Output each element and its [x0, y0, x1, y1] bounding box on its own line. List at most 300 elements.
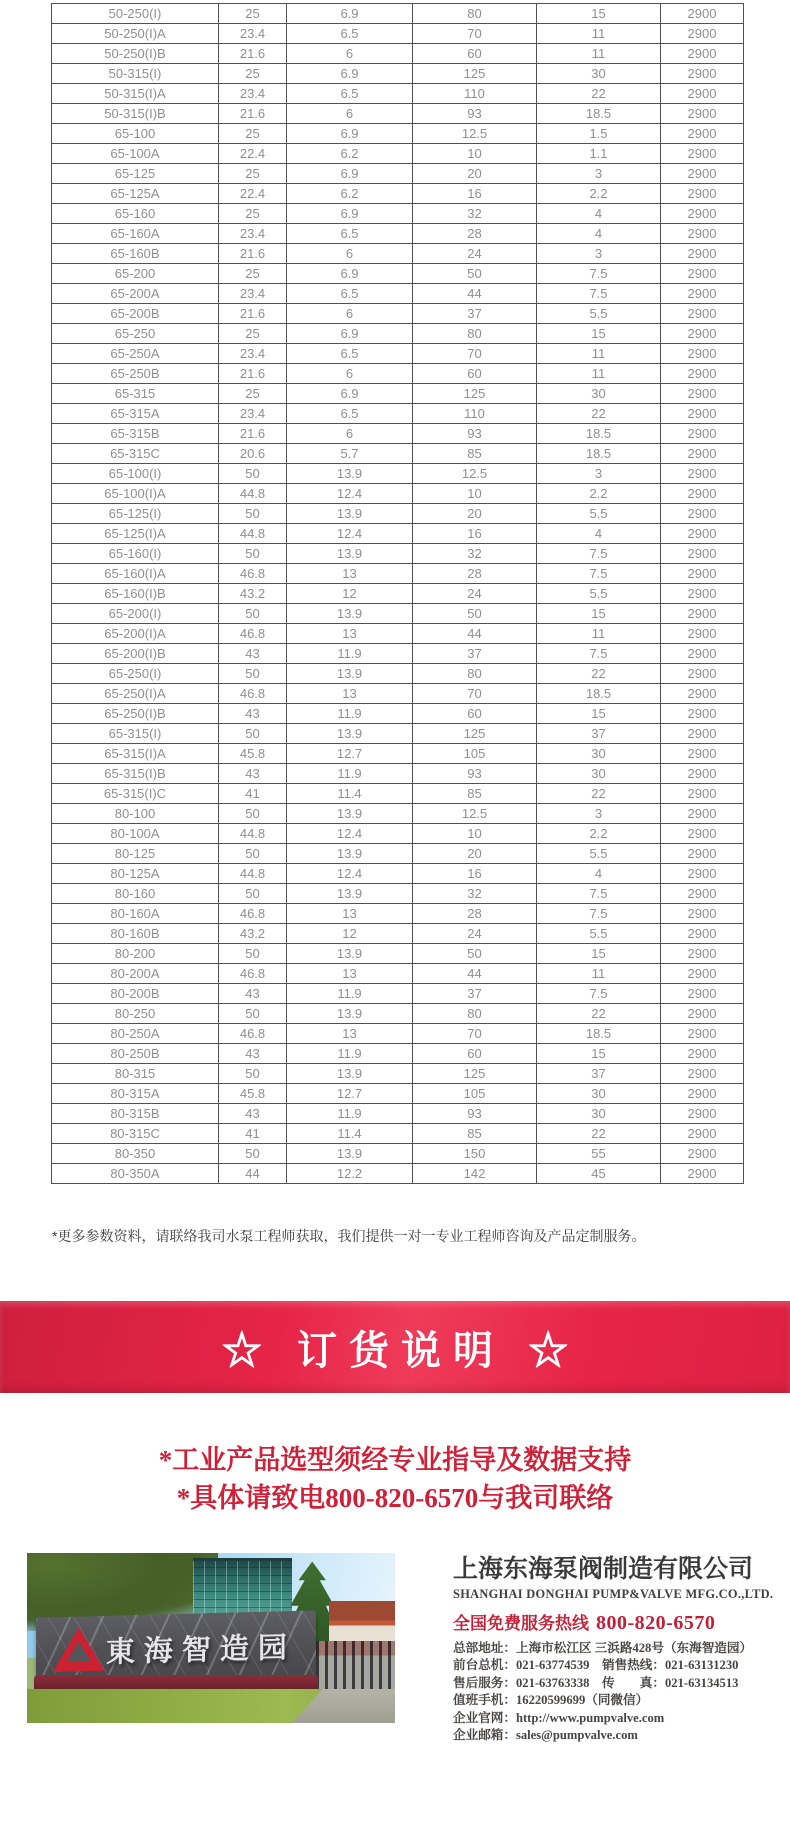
table-cell: 80-160B [52, 924, 219, 944]
table-cell: 28 [413, 904, 537, 924]
table-cell: 80 [413, 324, 537, 344]
table-cell: 37 [537, 1064, 661, 1084]
table-cell: 65-315(I)B [52, 764, 219, 784]
table-cell: 13 [287, 1024, 413, 1044]
table-cell: 65-100A [52, 144, 219, 164]
table-cell: 20.6 [219, 444, 287, 464]
table-cell: 16 [413, 184, 537, 204]
table-cell: 12.7 [287, 1084, 413, 1104]
table-row [52, 824, 744, 844]
table-cell: 37 [413, 304, 537, 324]
contact-line: 企业官网：http://www.pumpvalve.com [453, 1710, 665, 1725]
table-cell: 25 [219, 164, 287, 184]
table-cell: 2900 [661, 784, 744, 804]
pump-spec-table-body [52, 4, 744, 1184]
notice-line-1: *工业产品选型须经专业指导及数据支持 [158, 1445, 632, 1475]
table-cell: 80-125A [52, 864, 219, 884]
table-cell: 13.9 [287, 1004, 413, 1024]
table-cell: 11.9 [287, 1104, 413, 1124]
table-cell: 55 [537, 1144, 661, 1164]
table-cell: 105 [413, 1084, 537, 1104]
table-cell: 65-200(I)A [52, 624, 219, 644]
table-cell: 25 [219, 264, 287, 284]
table-row [52, 944, 744, 964]
table-cell: 80-100A [52, 824, 219, 844]
table-cell: 50 [219, 544, 287, 564]
table-cell: 6.5 [287, 224, 413, 244]
table-cell: 45.8 [219, 744, 287, 764]
table-row [52, 524, 744, 544]
table-cell: 5.5 [537, 504, 661, 524]
table-cell: 6.5 [287, 404, 413, 424]
table-cell: 1.1 [537, 144, 661, 164]
table-row [52, 744, 744, 764]
table-cell: 2900 [661, 264, 744, 284]
table-cell: 125 [413, 1064, 537, 1084]
order-banner-title: ☆ 订货说明 ☆ [221, 1328, 581, 1373]
table-cell: 12.5 [413, 804, 537, 824]
table-cell: 15 [537, 1044, 661, 1064]
table-cell: 50 [219, 884, 287, 904]
table-cell: 32 [413, 544, 537, 564]
table-cell: 65-160 [52, 204, 219, 224]
table-cell: 50 [219, 1004, 287, 1024]
table-cell: 65-160(I)B [52, 584, 219, 604]
table-cell: 2900 [661, 164, 744, 184]
table-cell: 11 [537, 624, 661, 644]
table-cell: 2900 [661, 724, 744, 744]
table-cell: 60 [413, 704, 537, 724]
table-cell: 7.5 [537, 884, 661, 904]
table-cell: 65-125(I)A [52, 524, 219, 544]
table-cell: 6 [287, 424, 413, 444]
table-cell: 44 [413, 284, 537, 304]
table-cell: 4 [537, 524, 661, 544]
table-cell: 2900 [661, 504, 744, 524]
table-cell: 6.2 [287, 144, 413, 164]
table-cell: 80-315B [52, 1104, 219, 1124]
table-cell: 2900 [661, 444, 744, 464]
table-cell: 2900 [661, 104, 744, 124]
table-row [52, 184, 744, 204]
table-cell: 50 [413, 944, 537, 964]
table-cell: 3 [537, 804, 661, 824]
table-cell: 65-315(I)A [52, 744, 219, 764]
table-row [52, 704, 744, 724]
table-cell: 22 [537, 1004, 661, 1024]
table-cell: 44.8 [219, 524, 287, 544]
table-cell: 65-250(I)B [52, 704, 219, 724]
table-cell: 37 [413, 984, 537, 1004]
table-cell: 44.8 [219, 484, 287, 504]
table-cell: 65-315 [52, 384, 219, 404]
contact-line: 总部地址：上海市松江区 三浜路428号（东海智造园） [453, 1641, 753, 1655]
table-cell: 18.5 [537, 684, 661, 704]
table-row [52, 584, 744, 604]
table-cell: 13 [287, 624, 413, 644]
table-cell: 23.4 [219, 24, 287, 44]
table-cell: 2900 [661, 1044, 744, 1064]
table-cell: 60 [413, 1044, 537, 1064]
table-cell: 70 [413, 344, 537, 364]
table-cell: 65-250(I) [52, 664, 219, 684]
table-cell: 65-160A [52, 224, 219, 244]
table-cell: 2900 [661, 764, 744, 784]
table-cell: 13.9 [287, 464, 413, 484]
table-cell: 25 [219, 384, 287, 404]
table-cell: 21.6 [219, 244, 287, 264]
table-cell: 22 [537, 84, 661, 104]
table-cell: 2900 [661, 864, 744, 884]
table-cell: 12.2 [287, 1164, 413, 1184]
table-cell: 50-250(I) [52, 4, 219, 24]
table-cell: 13.9 [287, 944, 413, 964]
table-cell: 50-315(I)A [52, 84, 219, 104]
table-cell: 65-100(I) [52, 464, 219, 484]
table-cell: 13.9 [287, 544, 413, 564]
pump-spec-table [51, 3, 744, 1184]
table-cell: 46.8 [219, 1024, 287, 1044]
table-cell: 65-250 [52, 324, 219, 344]
table-row [52, 144, 744, 164]
table-cell: 2900 [661, 384, 744, 404]
table-cell: 6 [287, 364, 413, 384]
table-cell: 2900 [661, 324, 744, 344]
table-cell: 18.5 [537, 424, 661, 444]
table-cell: 22 [537, 784, 661, 804]
park-sign-text: 東海智造园 [106, 1631, 297, 1669]
table-cell: 1.5 [537, 124, 661, 144]
table-cell: 43 [219, 764, 287, 784]
table-cell: 65-200 [52, 264, 219, 284]
contact-line: 售后服务：021-63763338 传 真：021-63134513 [453, 1675, 739, 1690]
table-row [52, 164, 744, 184]
table-cell: 2900 [661, 884, 744, 904]
table-row [52, 544, 744, 564]
table-cell: 110 [413, 404, 537, 424]
table-cell: 13 [287, 564, 413, 584]
table-cell: 2900 [661, 964, 744, 984]
table-cell: 32 [413, 884, 537, 904]
table-cell: 65-315B [52, 424, 219, 444]
table-cell: 3 [537, 164, 661, 184]
table-row [52, 1124, 744, 1144]
table-cell: 2900 [661, 564, 744, 584]
table-row [52, 1004, 744, 1024]
order-banner [0, 1301, 790, 1393]
table-row [52, 844, 744, 864]
table-cell: 50-315(I)B [52, 104, 219, 124]
table-cell: 13.9 [287, 664, 413, 684]
table-cell: 43 [219, 1104, 287, 1124]
table-cell: 70 [413, 24, 537, 44]
table-cell: 11.9 [287, 704, 413, 724]
table-cell: 46.8 [219, 904, 287, 924]
table-cell: 11 [537, 44, 661, 64]
table-cell: 24 [413, 244, 537, 264]
table-cell: 93 [413, 1104, 537, 1124]
table-cell: 2900 [661, 4, 744, 24]
table-row [52, 864, 744, 884]
table-cell: 7.5 [537, 544, 661, 564]
table-cell: 65-250B [52, 364, 219, 384]
table-cell: 80 [413, 4, 537, 24]
table-cell: 60 [413, 364, 537, 384]
table-cell: 50 [219, 944, 287, 964]
table-cell: 5.7 [287, 444, 413, 464]
table-cell: 10 [413, 824, 537, 844]
table-cell: 80 [413, 664, 537, 684]
table-row [52, 24, 744, 44]
table-cell: 50 [219, 1064, 287, 1084]
table-cell: 4 [537, 204, 661, 224]
table-cell: 6.9 [287, 204, 413, 224]
table-cell: 7.5 [537, 264, 661, 284]
table-cell: 2900 [661, 1104, 744, 1124]
table-cell: 22.4 [219, 184, 287, 204]
table-cell: 24 [413, 584, 537, 604]
table-cell: 11.9 [287, 984, 413, 1004]
table-cell: 10 [413, 144, 537, 164]
table-cell: 2900 [661, 944, 744, 964]
table-cell: 80-250A [52, 1024, 219, 1044]
table-row [52, 504, 744, 524]
table-cell: 30 [537, 764, 661, 784]
table-cell: 6.9 [287, 4, 413, 24]
table-row [52, 964, 744, 984]
table-cell: 15 [537, 944, 661, 964]
table-cell: 5.5 [537, 584, 661, 604]
table-cell: 6.9 [287, 384, 413, 404]
table-cell: 65-125A [52, 184, 219, 204]
table-row [52, 124, 744, 144]
factory-photo [27, 1553, 395, 1723]
table-cell: 2900 [661, 684, 744, 704]
table-cell: 12 [287, 584, 413, 604]
table-cell: 20 [413, 844, 537, 864]
table-cell: 65-100 [52, 124, 219, 144]
table-cell: 6.5 [287, 24, 413, 44]
contact-line: 值班手机：16220599699（同微信） [453, 1693, 649, 1708]
table-cell: 80-250B [52, 1044, 219, 1064]
table-cell: 30 [537, 744, 661, 764]
table-cell: 2900 [661, 1164, 744, 1184]
table-cell: 70 [413, 684, 537, 704]
table-cell: 2900 [661, 984, 744, 1004]
table-row [52, 444, 744, 464]
table-cell: 23.4 [219, 344, 287, 364]
table-cell: 7.5 [537, 284, 661, 304]
contact-lines [453, 1640, 773, 1744]
table-cell: 11.9 [287, 1044, 413, 1064]
table-cell: 2900 [661, 524, 744, 544]
table-row [52, 264, 744, 284]
table-row [52, 64, 744, 84]
table-cell: 4 [537, 224, 661, 244]
table-cell: 25 [219, 124, 287, 144]
table-cell: 80 [413, 1004, 537, 1024]
table-cell: 13.9 [287, 1064, 413, 1084]
table-cell: 7.5 [537, 644, 661, 664]
table-cell: 2900 [661, 1084, 744, 1104]
table-cell: 16 [413, 864, 537, 884]
table-cell: 2900 [661, 1064, 744, 1084]
table-row [52, 304, 744, 324]
table-cell: 2900 [661, 184, 744, 204]
table-cell: 3 [537, 464, 661, 484]
table-cell: 44.8 [219, 824, 287, 844]
table-cell: 65-250A [52, 344, 219, 364]
table-cell: 2900 [661, 24, 744, 44]
table-row [52, 1024, 744, 1044]
table-row [52, 364, 744, 384]
table-row [52, 384, 744, 404]
table-cell: 80-315 [52, 1064, 219, 1084]
table-row [52, 884, 744, 904]
table-cell: 11.9 [287, 644, 413, 664]
table-cell: 50 [219, 844, 287, 864]
table-cell: 80-125 [52, 844, 219, 864]
table-cell: 16 [413, 524, 537, 544]
gate-fence [307, 1641, 395, 1689]
table-cell: 10 [413, 484, 537, 504]
table-cell: 11.4 [287, 1124, 413, 1144]
table-cell: 2.2 [537, 824, 661, 844]
table-row [52, 424, 744, 444]
table-cell: 2900 [661, 824, 744, 844]
table-cell: 65-160(I)A [52, 564, 219, 584]
table-cell: 23.4 [219, 404, 287, 424]
table-row [52, 1164, 744, 1184]
table-cell: 85 [413, 1124, 537, 1144]
table-cell: 2900 [661, 1024, 744, 1044]
table-row [52, 1144, 744, 1164]
table-cell: 6 [287, 44, 413, 64]
table-cell: 6.5 [287, 344, 413, 364]
table-cell: 93 [413, 424, 537, 444]
table-cell: 70 [413, 1024, 537, 1044]
table-cell: 2900 [661, 224, 744, 244]
table-cell: 13.9 [287, 504, 413, 524]
table-cell: 2900 [661, 84, 744, 104]
table-cell: 15 [537, 604, 661, 624]
table-cell: 65-125(I) [52, 504, 219, 524]
table-cell: 12 [287, 924, 413, 944]
table-cell: 13.9 [287, 724, 413, 744]
table-cell: 44 [413, 964, 537, 984]
table-cell: 2900 [661, 744, 744, 764]
table-cell: 65-100(I)A [52, 484, 219, 504]
table-cell: 5.5 [537, 304, 661, 324]
table-cell: 2.2 [537, 484, 661, 504]
table-cell: 13.9 [287, 844, 413, 864]
table-row [52, 644, 744, 664]
table-row [52, 1084, 744, 1104]
table-cell: 28 [413, 224, 537, 244]
table-cell: 80-160 [52, 884, 219, 904]
table-cell: 6.9 [287, 164, 413, 184]
table-cell: 125 [413, 384, 537, 404]
table-cell: 65-125 [52, 164, 219, 184]
table-cell: 46.8 [219, 624, 287, 644]
contact-line: 前台总机：021-63774539 销售热线：021-63131230 [453, 1658, 739, 1673]
table-cell: 2900 [661, 484, 744, 504]
table-cell: 65-200(I) [52, 604, 219, 624]
table-cell: 65-250(I)A [52, 684, 219, 704]
table-cell: 45.8 [219, 1084, 287, 1104]
table-cell: 50-250(I)A [52, 24, 219, 44]
table-cell: 65-315(I)C [52, 784, 219, 804]
table-row [52, 284, 744, 304]
table-cell: 15 [537, 4, 661, 24]
table-cell: 50 [219, 464, 287, 484]
table-cell: 44 [219, 1164, 287, 1184]
table-cell: 2900 [661, 904, 744, 924]
table-cell: 125 [413, 724, 537, 744]
table-cell: 13.9 [287, 804, 413, 824]
table-cell: 11 [537, 24, 661, 44]
table-row [52, 664, 744, 684]
table-cell: 43 [219, 984, 287, 1004]
table-cell: 24 [413, 924, 537, 944]
table-cell: 65-200A [52, 284, 219, 304]
table-cell: 12.7 [287, 744, 413, 764]
table-cell: 2900 [661, 624, 744, 644]
table-cell: 30 [537, 1104, 661, 1124]
table-cell: 43.2 [219, 924, 287, 944]
table-cell: 25 [219, 64, 287, 84]
table-cell: 7.5 [537, 984, 661, 1004]
table-cell: 50-315(I) [52, 64, 219, 84]
table-cell: 50-250(I)B [52, 44, 219, 64]
table-cell: 44 [413, 624, 537, 644]
table-row [52, 564, 744, 584]
table-cell: 18.5 [537, 104, 661, 124]
table-cell: 2900 [661, 664, 744, 684]
table-cell: 18.5 [537, 1024, 661, 1044]
table-cell: 65-200(I)B [52, 644, 219, 664]
table-cell: 15 [537, 704, 661, 724]
table-cell: 25 [219, 204, 287, 224]
table-row [52, 324, 744, 344]
table-row [52, 44, 744, 64]
note-text: *更多参数资料，请联络我司水泵工程师获取，我们提供一对一专业工程师咨询及产品定制服务。 [52, 1228, 646, 1244]
table-cell: 50 [219, 1144, 287, 1164]
table-cell: 105 [413, 744, 537, 764]
table-cell: 21.6 [219, 424, 287, 444]
table-cell: 2900 [661, 804, 744, 824]
table-cell: 6.5 [287, 84, 413, 104]
table-row [52, 4, 744, 24]
table-cell: 3 [537, 244, 661, 264]
table-cell: 2900 [661, 644, 744, 664]
table-cell: 21.6 [219, 304, 287, 324]
table-cell: 6.9 [287, 64, 413, 84]
table-cell: 13 [287, 964, 413, 984]
table-cell: 20 [413, 164, 537, 184]
table-cell: 25 [219, 4, 287, 24]
table-cell: 2900 [661, 364, 744, 384]
contact-line: 企业邮箱：sales@pumpvalve.com [453, 1728, 638, 1743]
table-cell: 2900 [661, 544, 744, 564]
table-row [52, 984, 744, 1004]
donghai-logo-icon [53, 1627, 105, 1672]
table-cell: 12.4 [287, 824, 413, 844]
table-cell: 65-160B [52, 244, 219, 264]
table-cell: 142 [413, 1164, 537, 1184]
table-cell: 2900 [661, 344, 744, 364]
table-cell: 80-200A [52, 964, 219, 984]
